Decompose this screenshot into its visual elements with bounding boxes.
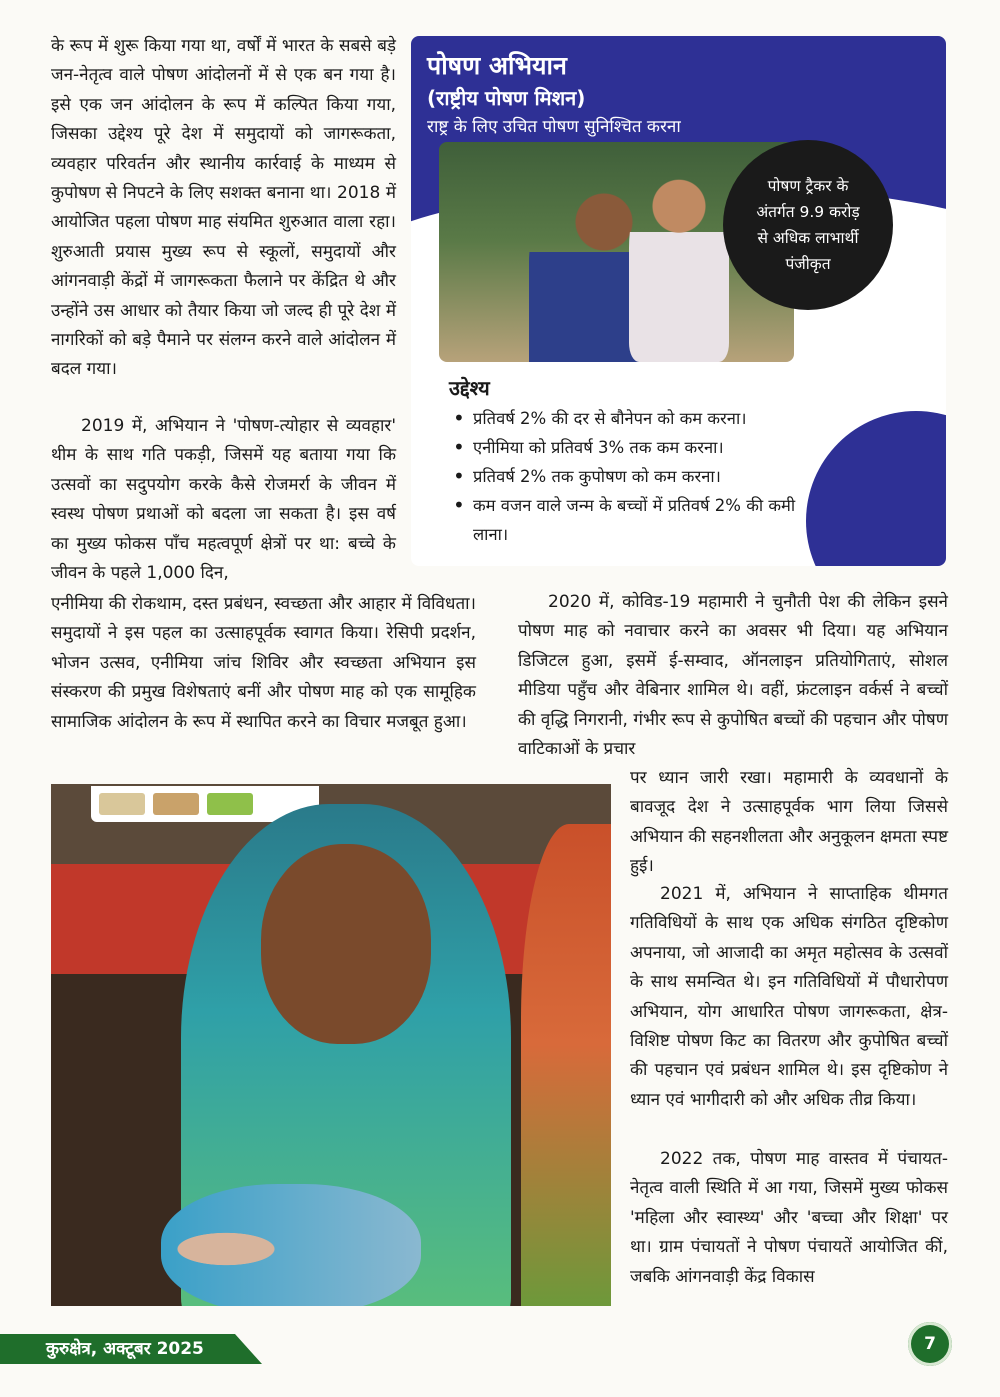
women-with-baby-photo	[51, 784, 611, 1306]
ministry-wcd-logo	[153, 793, 199, 815]
ministry-health-logo	[99, 793, 145, 815]
tracker-line-2: अंतर्गत 9.9 करोड़	[756, 203, 860, 221]
poshan-abhiyan-info-box	[411, 36, 946, 566]
tracker-line-3: से अधिक लाभार्थी	[757, 229, 859, 247]
paragraph-2019-part1: 2019 में, अभियान ने 'पोषण-त्योहार से व्यवहार' थीम के साथ गति पकड़ी, जिसमें यह बताया गया कि उत्सवों का सदुपयोग करके कैसे रोजमर्रा के जीवन में स्वस्थ पोषण प्रथाओं को बदला जा सकता है। इस वर्ष का मुख्य फोकस पाँच महत्वपूर्ण क्षेत्रों पर था: बच्चे के जीवन के पहले 1,000 दिन,	[51, 416, 396, 584]
page-number: 7	[908, 1322, 952, 1366]
objectives-heading: उद्देश्य	[449, 376, 490, 400]
paragraph-2019-part2: एनीमिया की रोकथाम, दस्त प्रबंधन, स्वच्छता और आहार में विविधता। समुदायों ने इस पहल का उत्साहपूर्वक स्वागत किया। रेसिपी प्रदर्शन, भोजन उत्सव, एनीमिया जांच शिविर और स्वच्छता अभियान इस संस्करण की प्रमुख विशेषताएं बनीं और पोषण माह को एक सामूहिक सामाजिक आंदोलन के रूप में स्थापित करने का विचार मजबूत हुआ।	[51, 594, 476, 732]
box-title: पोषण अभियान	[427, 51, 567, 80]
box-tagline: राष्ट्र के लिए उचित पोषण सुनिश्चित करना	[427, 117, 681, 137]
photo-woman-face	[261, 844, 431, 1044]
paragraph-2020-part1: 2020 में, कोविड-19 महामारी ने चुनौती पेश की लेकिन इसने पोषण माह को नवाचार करने का अवसर भी दिया। यह अभियान डिजिटल हुआ, इसमें ई-सम्वाद, ऑनलाइन प्रतियोगिताएं, सोशल मीडिया पहुँच और वेबिनार शामिल थे। वहीं, फ्रंटलाइन वर्कर्स ने बच्चों की वृद्धि निगरानी, गंभीर रूप से कुपोषित बच्चों की पहचान और पोषण वाटिकाओं के प्रचार	[518, 592, 948, 760]
poshan-tracker-stat-badge	[723, 140, 893, 310]
paragraph-intro: के रूप में शुरू किया गया था, वर्षों में भारत के सबसे बड़े जन-नेतृत्व वाले पोषण आंदोलनों में से एक बन गया है। इसे एक जन आंदोलन के रूप में कल्पित किया गया, जिसका उद्देश्य पूरे देश में समुदायों को जागरूकता, व्यवहार परिवर्तन और स्थानीय कार्रवाई के माध्यम से कुपोषण से निपटने के लिए सशक्त बनाना था। 2018 में आयोजित पहला पोषण माह संयमित शुरुआत वाला रहा। शुरुआती प्रयास मुख्य रूप से स्कूलों, समुदायों और आंगनवाड़ी केंद्रों में जागरूकता फैलाने पर केंद्रित थे और उन्होंने उस आधार को तैयार किया जो जल्द ही पूरे देश में नागरिकों को बड़े पैमाने पर संलग्न करने वाले आंदोलन में बदल गया।	[51, 36, 396, 380]
paragraph-2022: 2022 तक, पोषण माह वास्तव में पंचायत-नेतृत्व वाली स्थिति में आ गया, जिसमें मुख्य फोकस 'महिला और स्वास्थ्य' और 'बच्चा और शिक्षा' पर था। ग्राम पंचायतों ने पोषण पंचायतें आयोजित कीं, जबकि आंगनवाड़ी केंद्र विकास	[630, 1149, 948, 1287]
tracker-line-1: पोषण ट्रैकर के	[767, 177, 849, 195]
box-subtitle: (राष्ट्रीय पोषण मिशन)	[427, 86, 586, 110]
objective-item: • कम वजन वाले जन्म के बच्चों में प्रतिवर्ष 2% की कमी लाना।	[451, 491, 811, 549]
objective-item: • एनीमिया को प्रतिवर्ष 3% तक कम करना।	[451, 433, 811, 462]
poshan-abhiyaan-logo	[207, 793, 253, 815]
paragraph-2021: 2021 में, अभियान ने साप्ताहिक थीमगत गतिविधियों के साथ एक अधिक संगठित दृष्टिकोण अपनाया, जो आजादी का अमृत महोत्सव के उत्सवों के साथ समन्वित थे। इन गतिविधियों में पौधारोपण अभियान, योग आधारित पोषण जागरूकता, क्षेत्र-विशिष्ट पोषण किट का वितरण और कुपोषित बच्चों की पहचान एवं प्रबंधन शामिल थे। इस दृष्टिकोण ने ध्यान एवं भागीदारी को और अधिक तीव्र किया।	[630, 884, 948, 1110]
objectives-list	[451, 404, 811, 549]
footer-publication: कुरुक्षेत्र, अक्टूबर 2025	[46, 1339, 204, 1359]
box-corner-circle	[806, 411, 946, 566]
photo-second-woman	[521, 824, 611, 1306]
photo-child	[629, 172, 729, 362]
tracker-line-4: पंजीकृत	[785, 255, 831, 273]
photo-baby	[161, 1184, 421, 1306]
paragraph-2020-part2: पर ध्यान जारी रखा। महामारी के व्यवधानों के बावजूद देश ने उत्साहपूर्वक भाग लिया जिससे अभियान की सहनशीलता और अनुकूलन क्षमता स्पष्ट हुई।	[630, 768, 948, 877]
objective-item: • प्रतिवर्ष 2% तक कुपोषण को कम करना।	[451, 462, 811, 491]
objective-item: • प्रतिवर्ष 2% की दर से बौनेपन को कम करना।	[451, 404, 811, 433]
